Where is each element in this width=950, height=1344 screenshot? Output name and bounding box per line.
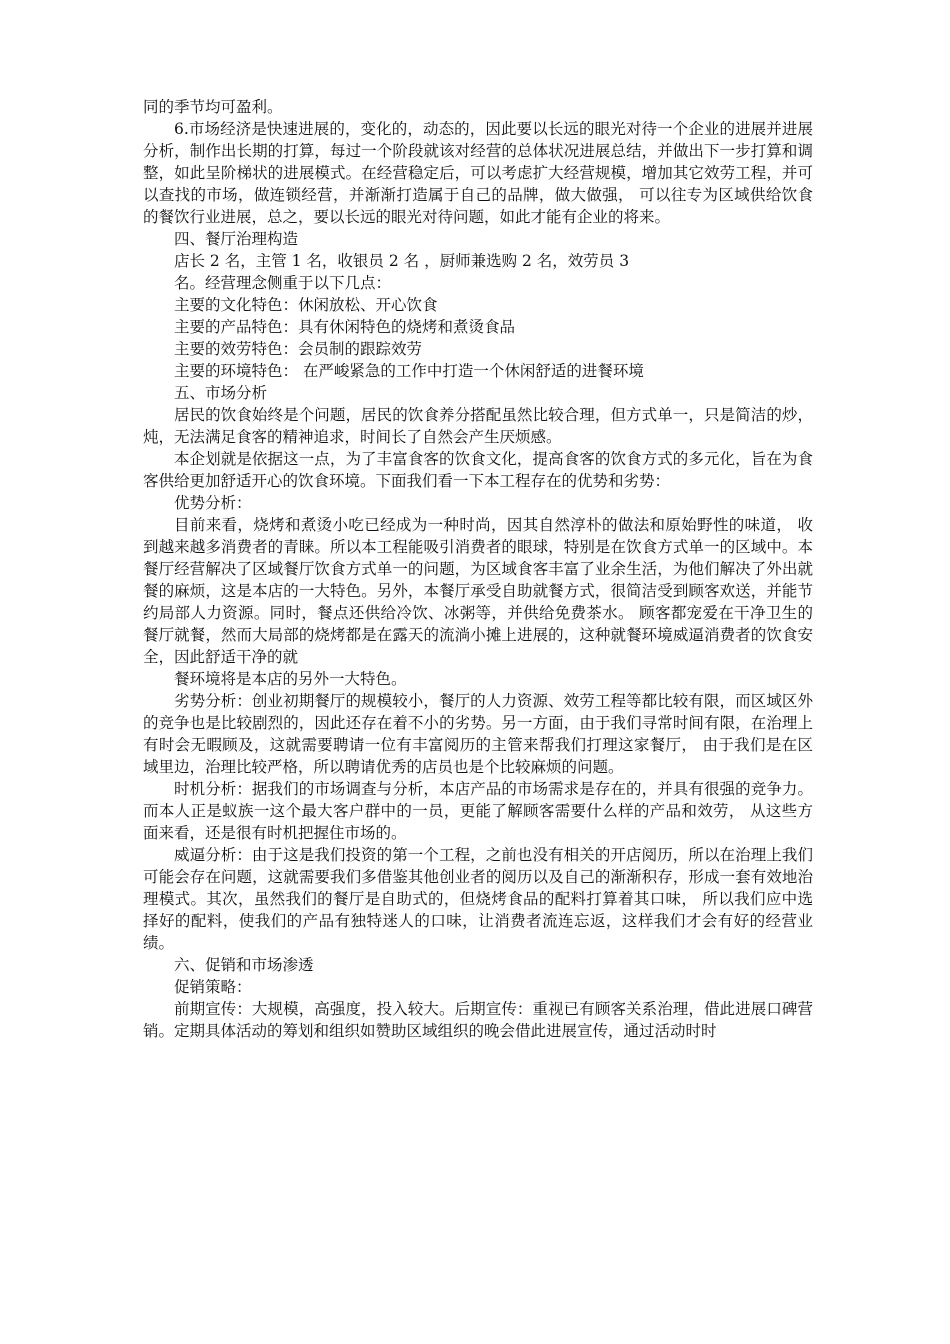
paragraph-resident-diet: 居民的饮食始终是个问题，居民的饮食养分搭配虽然比较合理，但方式单一，只是简洁的炒，炖，无法满足食客的精神追求，时间长了自然会产生厌烦感。 <box>143 406 813 446</box>
paragraph-point-6: 6.市场经济是快速进展的，变化的，动态的，因此要以长远的眼光对待一个企业的进展并进展分析，制作出长期的打算，每过一个阶段就该对经营的总体状况进展总结，并做出下一步打算和调整，如此呈阶梯状的进展模式。在经营稳定后，可以考虑扩大经营规模，增加其它效劳工程，并可以查找的市场，做连锁经营，并渐渐打造属于自己的品牌，做大做强， 可以往专为区域供给饮食的餐饮行业进展，总之，要以长远的眼光对待问题，如此才能有企业的将来。 <box>143 120 813 226</box>
concept-intro: 名。经营理念侧重于以下几点： <box>174 274 392 292</box>
paragraph-promotion: 前期宣传：大规模，高强度，投入较大。后期宣传：重视已有顾客关系治理，借此进展口碑营销。定期具体活动的筹划和组织如赞助区域组织的晚会借此进展宣传，通过活动时时 <box>143 1000 813 1040</box>
document-page <box>143 96 813 1042</box>
staffing-line: 店长 2 名，主管 1 名，收银员 2 名 ，厨师兼选购 2 名，效劳员 3 <box>174 252 630 270</box>
section-heading-4: 四、餐厅治理构造 <box>174 230 299 248</box>
culture-feature: 主要的文化特色：休闲放松、开心饮食 <box>174 296 438 314</box>
subheading-strengths: 优势分析： <box>174 494 252 512</box>
paragraph-weaknesses: 劣势分析：创业初期餐厅的规模较小，餐厅的人力资源、效劳工程等都比较有限，而区域区外的竞争也是比较剧烈的，因此还存在着不小的劣势。另一方面，由于我们寻常时间有限，在治理上有时会无暇顾及，这就需要聘请一位有丰富阅历的主管来帮我们打理这家餐厅， 由于我们是在区域里边，治理比较严格，所以聘请优秀的店员也是个比较麻烦的问题。 <box>143 692 813 776</box>
environment-feature: 主要的环境特色： 在严峻紧急的工作中打造一个休闲舒适的进餐环境 <box>174 362 644 380</box>
paragraph-strengths: 目前来看，烧烤和煮烫小吃已经成为一种时尚，因其自然淳朴的做法和原始野性的味道， 收到越来越多消费者的青睐。所以本工程能吸引消费者的眼球，特别是在饮食方式单一的区域中。本餐厅经营解决了区域餐厅饮食方式单一的问题，为区域食客丰富了业余生活，为他们解决了外出就餐的麻烦，这是本店的一大特色。另外，本餐厅承受自助就餐方式，很简洁受到顾客欢送，并能节约局部人力资源。同时，餐点还供给冷饮、冰粥等，并供给免费茶水。 顾客都宠爱在干净卫生的餐厅就餐，然而大局部的烧烤都是在露天的流淌小摊上进展的，这种就餐环境威逼消费者的饮食安全，因此舒适干净的就 <box>143 516 813 666</box>
paragraph-threats: 威逼分析：由于这是我们投资的第一个工程，之前也没有相关的开店阅历，所以在治理上我们可能会存在问题，这就需要我们多借鉴其他创业者的阅历以及自己的渐渐积存，形成一套有效地治理模式。其次，虽然我们的餐厅是自助式的，但烧烤食品的配料打算着其口味， 所以我们应中选择好的配料，使我们的产品有独特迷人的口味，让消费者流连忘返，这样我们才会有好的经营业绩。 <box>143 846 813 952</box>
paragraph-continued: 同的季节均可盈利。 <box>143 98 283 116</box>
product-feature: 主要的产品特色：具有休闲特色的烧烤和煮烫食品 <box>174 318 516 336</box>
paragraph-strengths-continued: 餐环境将是本店的另外一大特色。 <box>174 670 407 688</box>
section-heading-5: 五、市场分析 <box>174 384 268 402</box>
subheading-promotion-strategy: 促销策略： <box>174 978 252 996</box>
section-heading-6: 六、促销和市场渗透 <box>174 956 314 974</box>
paragraph-opportunities: 时机分析：据我们的市场调查与分析，本店产品的市场需求是存在的，并具有很强的竞争力。而本人正是蚁族一这个最大客户群中的一员，更能了解顾客需要什么样的产品和效劳， 从这些方面来看，还是很有时机把握住市场的。 <box>143 780 813 842</box>
paragraph-plan-basis: 本企划就是依据这一点，为了丰富食客的饮食文化，提高食客的饮食方式的多元化，旨在为食客供给更加舒适开心的饮食环境。下面我们看一下本工程存在的优势和劣势： <box>143 450 813 490</box>
service-feature: 主要的效劳特色：会员制的跟踪效劳 <box>174 340 423 358</box>
